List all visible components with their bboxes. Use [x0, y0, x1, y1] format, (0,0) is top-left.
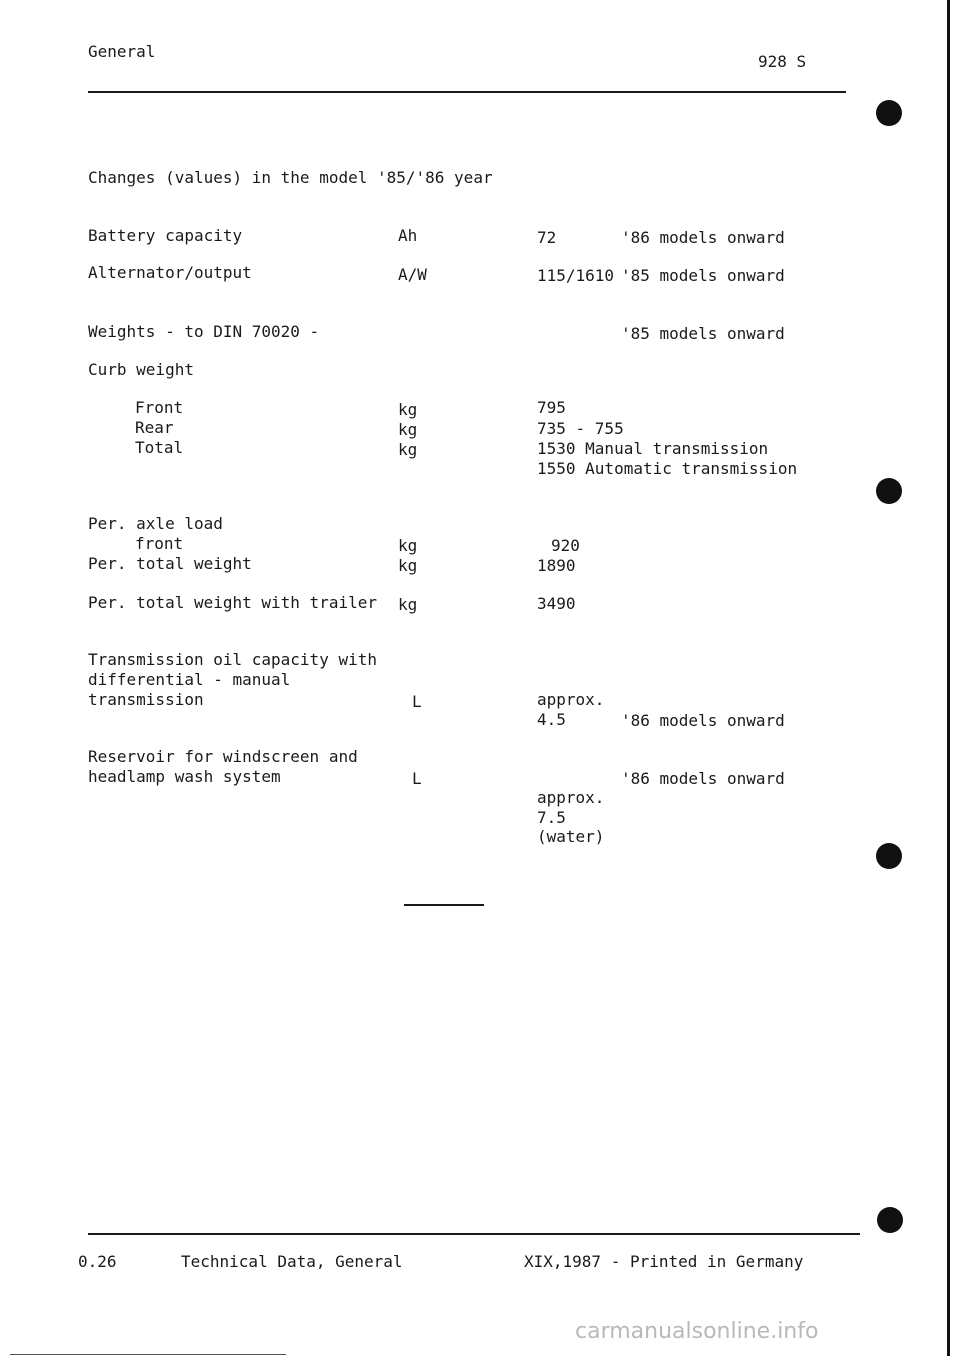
- alternator-value: 115/1610: [537, 266, 615, 285]
- per-total-weight-value: 1890: [537, 556, 576, 575]
- axle-load-front-label: front: [135, 534, 184, 553]
- bottom-edge-rule: [10, 1354, 286, 1355]
- axle-load-value: 920: [551, 536, 580, 555]
- curb-weight-label: Curb weight: [88, 360, 194, 379]
- total-label: Total: [135, 438, 184, 457]
- battery-note: '86 models onward: [621, 228, 785, 247]
- alternator-label: Alternator/output: [88, 263, 252, 282]
- header-rule: [88, 91, 846, 93]
- rear-value: 735 - 755: [537, 419, 624, 438]
- reservoir-value: 7.5: [537, 808, 566, 827]
- per-total-weight-unit: kg: [398, 556, 418, 575]
- footer-page-number: 0.26: [78, 1252, 117, 1271]
- per-total-weight-label: Per. total weight: [88, 554, 252, 573]
- trans-oil-unit: L: [412, 692, 422, 711]
- reservoir-unit: L: [412, 769, 422, 788]
- trans-oil-value: 4.5: [537, 710, 566, 729]
- header-model: 928 S: [758, 52, 807, 71]
- front-value: 795: [537, 398, 566, 417]
- page-title: Changes (values) in the model '85/'86 year: [88, 168, 493, 187]
- footer-section: Technical Data, General: [181, 1252, 403, 1271]
- reservoir-note: '86 models onward: [621, 769, 785, 788]
- trans-oil-line1: Transmission oil capacity with: [88, 650, 377, 669]
- trans-oil-line2: differential - manual: [88, 670, 291, 689]
- battery-label: Battery capacity: [88, 226, 243, 245]
- front-unit: kg: [398, 400, 418, 419]
- alternator-unit: A/W: [398, 265, 427, 284]
- page-edge-line: [947, 0, 950, 1356]
- trans-oil-value-approx: approx.: [537, 690, 605, 709]
- alternator-note: '85 models onward: [621, 266, 785, 285]
- reservoir-line2: headlamp wash system: [88, 767, 281, 786]
- rear-label: Rear: [135, 418, 174, 437]
- trailer-weight-value: 3490: [537, 594, 576, 613]
- total-unit: kg: [398, 440, 418, 459]
- weights-note: '85 models onward: [621, 324, 785, 343]
- punch-hole: [877, 1207, 903, 1233]
- reservoir-value-water: (water): [537, 827, 605, 846]
- punch-hole: [876, 478, 902, 504]
- battery-value: 72: [537, 228, 557, 247]
- footer-edition: XIX,1987 - Printed in Germany: [524, 1252, 804, 1271]
- trailer-weight-label: Per. total weight with trailer: [88, 593, 377, 612]
- axle-load-label: Per. axle load: [88, 514, 223, 533]
- reservoir-line1: Reservoir for windscreen and: [88, 747, 358, 766]
- reservoir-value-approx: approx.: [537, 788, 605, 807]
- battery-unit: Ah: [398, 226, 418, 245]
- watermark: carmanualsonline.info: [575, 1319, 819, 1344]
- punch-hole: [876, 100, 902, 126]
- section-end-rule: [404, 904, 484, 906]
- trailer-weight-unit: kg: [398, 595, 418, 614]
- header-section: General: [88, 42, 156, 61]
- weights-label: Weights - to DIN 70020 -: [88, 322, 320, 341]
- punch-hole: [876, 843, 902, 869]
- trans-oil-note: '86 models onward: [621, 711, 785, 730]
- axle-load-unit: kg: [398, 536, 418, 555]
- total-value-automatic: 1550 Automatic transmission: [537, 459, 798, 478]
- front-label: Front: [135, 398, 184, 417]
- total-value-manual: 1530 Manual transmission: [537, 439, 769, 458]
- footer-rule: [88, 1233, 860, 1235]
- rear-unit: kg: [398, 420, 418, 439]
- trans-oil-line3: transmission: [88, 690, 204, 709]
